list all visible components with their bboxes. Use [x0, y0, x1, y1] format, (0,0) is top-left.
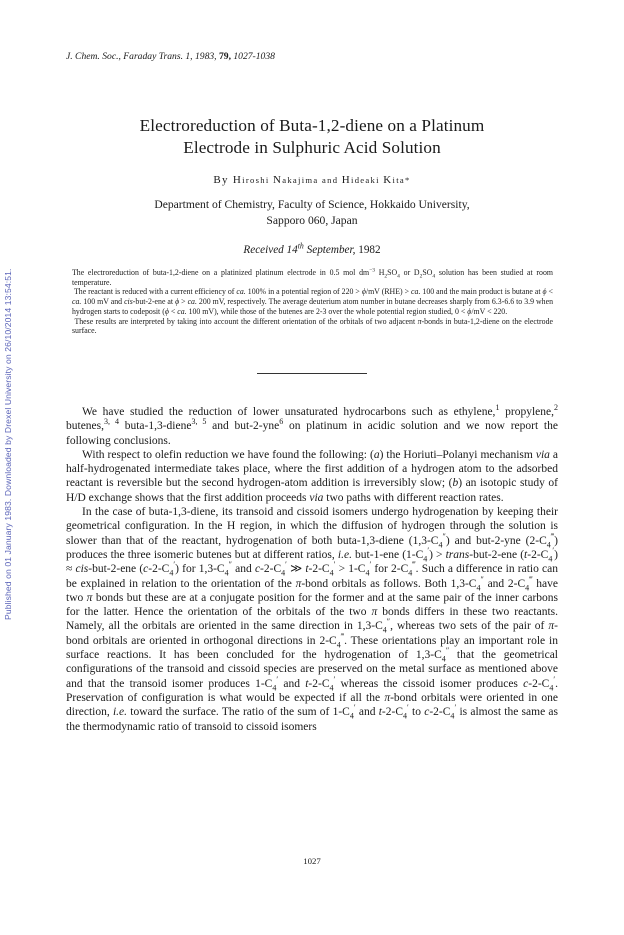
body-paragraph-1: We have studied the reduction of lower unsaturated hydrocarbons such as ethylene,$^1$ propylene,$^2$ butenes,$^{3, 4}$ buta-1,3-diene$^{3, 5}$ and but-2-yne$^6$ on platinum in acidic solution and we now report the following conclusions. [66, 403, 559, 447]
affiliation [0, 197, 624, 228]
main-text [66, 405, 558, 734]
received-date: Received 14th September, 1982 [243, 241, 381, 256]
abstract-paragraph-2: The reactant is reduced with a current efficiency of ca. 100% in a potential region of 220 > ϕ/mV (RHE) > ca. 100 and the main product is butane at ϕ < ca. 100 mV and cis-but-2-ene at ϕ > ca. 200 mV, respectively. The average deuterium atom number in butane decreases sharply from 6.3-6.6 to 3.9 when hydrogen starts to codeposit (ϕ < ca. 100 mV), while those of the butenes are 2-3 over the whole potential region studied, 0 < ϕ/mV < 220. [72, 287, 553, 316]
paper-title [0, 115, 624, 159]
title-line-2: Electrode in Sulphuric Acid Solution [183, 138, 441, 157]
journal-year: 1983, [192, 51, 219, 62]
author-list: By Hiroshi Nakajima and Hideaki Kita* [213, 174, 411, 186]
abstract-paragraph-1: The electroreduction of buta-1,2-diene on a platinized platinum electrode in 0.5 mol $dm^{-3}$ $H_2SO_4$ or $D_2SO_4$ solution has been studied at room temperature. [72, 267, 553, 287]
body-paragraph-2: With respect to olefin reduction we have found the following: (a) the Horiuti–Polanyi mechanism via a half-hydrogenated intermediate takes place, where the first addition of a hydrogen atom to the adsorbed reactant is reversible but the second hydrogen-atom addition is irreversibly slow; (b) an isotopic study of H/D exchange shows that the first addition proceeds via two paths with different reaction rates. [66, 448, 558, 504]
title-line-1: Electroreduction of Buta-1,2-diene on a Platinum [139, 116, 485, 135]
body-paragraph-3: In the case of buta-1,3-diene, its transoid and cissoid isomers undergo hydrogenation by keeping their geometrical configuration. In the H region, in which the diffusion of hydrogen through the solution is slower than that of the reactant, hydrogenation of both buta-1,3-diene $(1,3-C_4'')$ and but-2-yne $(2-C_4^‴)$ produces the three isomeric butenes but at different ratios, i.e. but-1-ene $(1-C_4')$ > trans-but-2-ene $(t-2-C_4') \approx cis-but-2-ene$ $(c-2-C_4')$ for $1,3-C_4''$ and $c-2-C_4'$ ≫ $t-2-C_4' > 1-C_4'$ for $2-C_4^‴$. Such a difference in ratio can be explained in relation to the orientation of the π-bond orbitals as follows. Both $1,3-C_4''$ and $2-C_4^‴$ have two π bonds but these are at a conjugate position for the former and at the same pair of the inner carbons for the latter. Hence the orientation of the orbitals of the two π bonds differs in these two reactants. Namely, all the orbitals are oriented in the same direction in $1,3-C_4''$, whereas two sets of the pair of π-bond orbitals are oriented in orthogonal directions in $2-C_4^‴$. These orientations play an important role in surface reactions. It has been concluded for the hydrogenation of $1,3-C_4''$ that the geometrical configurations of the transoid and cissoid species are preserved on the metal surface as mentioned above and that the transoid isomer produces $1-C_4'$ and $t-2-C_4'$ whereas the cissoid isomer produces $c-2-C_4'$. Preservation of configuration is what would be expected if all the π-bond orbitals were oriented in one direction, i.e. toward the surface. The ratio of the sum of $1-C_4'$ and $t-2-C_4'$ to $c-2-C_4'$ is almost the same as the thermodynamic ratio of transoid to cissoid isomers [66, 506, 559, 733]
abstract [72, 268, 553, 336]
page-number: 1027 [303, 856, 321, 866]
download-notice: Published on 01 January 1983. Downloaded by Drexel University on 26/10/2014 13:54:51. [3, 268, 13, 620]
journal-name: J. Chem. Soc., Faraday Trans. 1, [66, 51, 193, 62]
journal-pages: 1027-1038 [230, 51, 275, 62]
journal-volume: 79, [218, 51, 231, 62]
journal-citation [66, 51, 275, 62]
abstract-paragraph-3: These results are interpreted by taking into account the different orientation of the orbitals of two adjacent π-bonds in buta-1,2-diene on the electrode surface. [72, 316, 553, 336]
affiliation-line-2: Sapporo 060, Japan [266, 213, 358, 227]
section-divider [257, 373, 367, 374]
affiliation-line-1: Department of Chemistry, Faculty of Science, Hokkaido University, [154, 198, 470, 211]
